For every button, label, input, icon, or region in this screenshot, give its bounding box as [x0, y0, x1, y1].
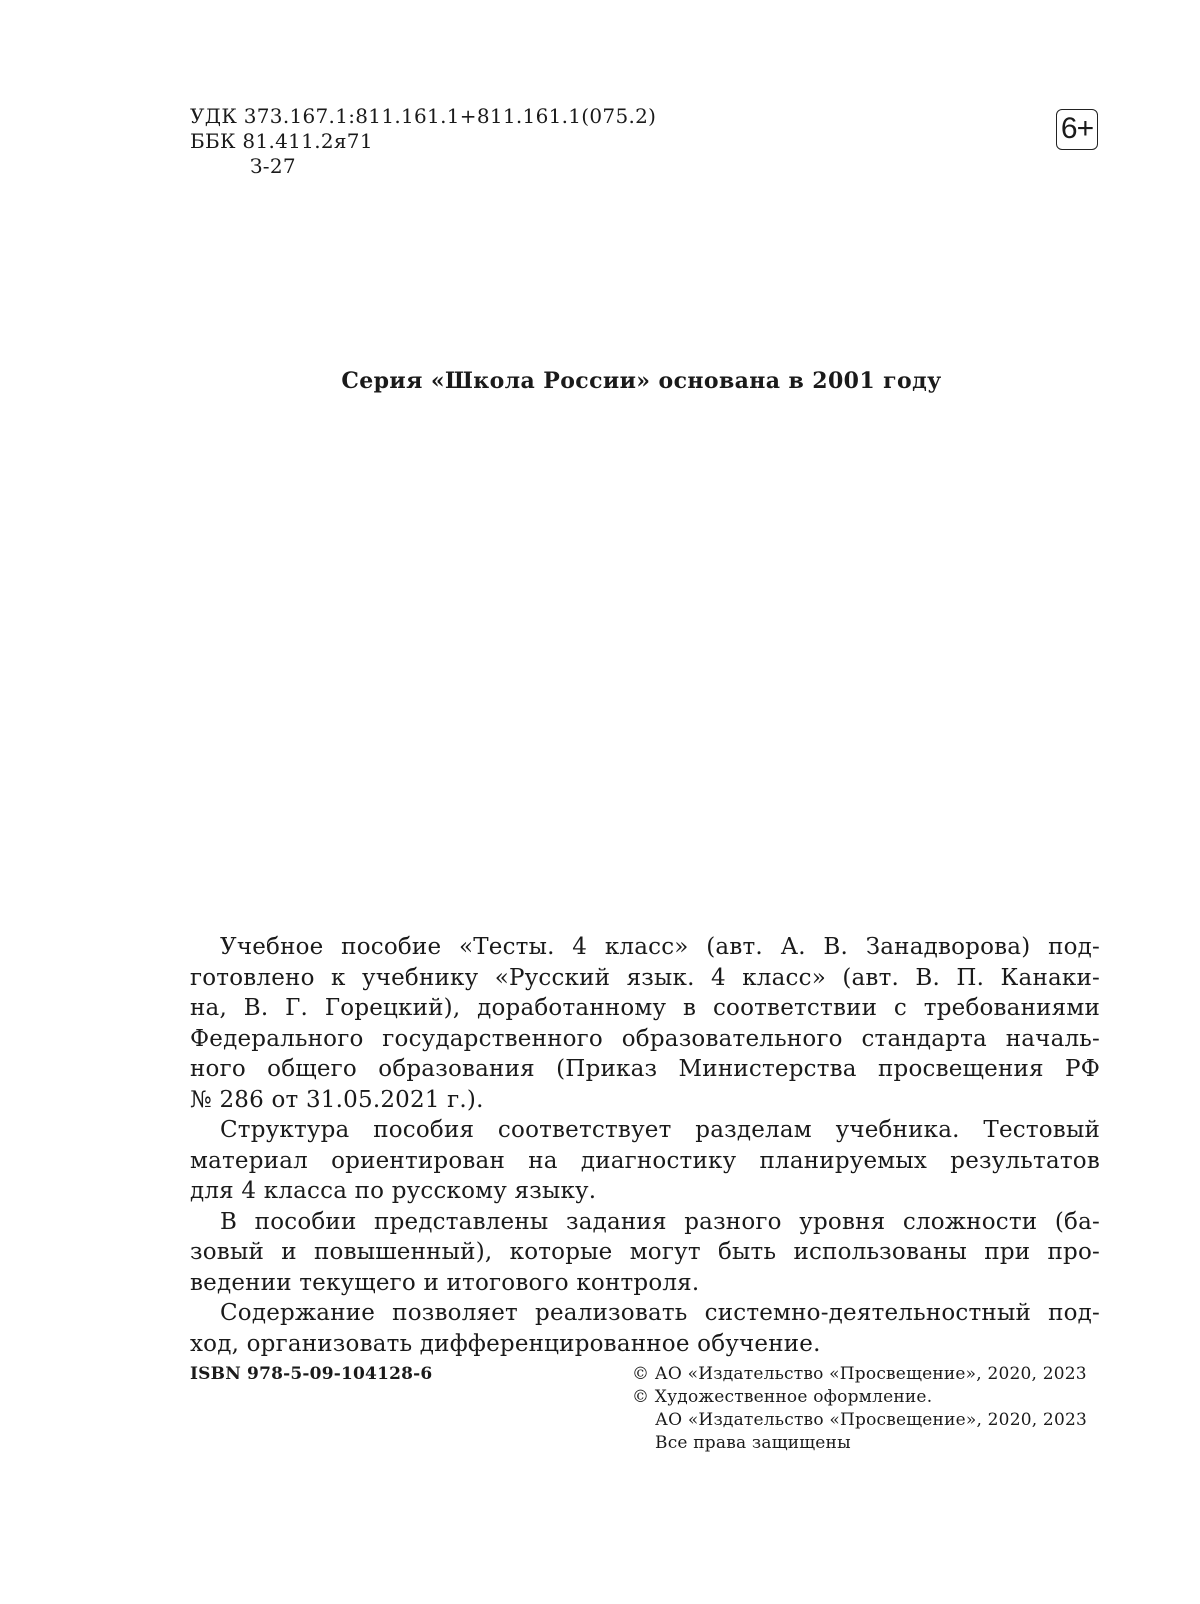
annotation-line: Учебное пособие «Тесты. 4 класс» (авт. А. В. Занадворова) под- [220, 934, 1100, 960]
udk-code: УДК 373.167.1:811.161.1+811.161.1(075.2) [190, 104, 657, 128]
classification-codes [190, 104, 656, 179]
bbk-code: ББК 81.411.2я71 [190, 129, 373, 153]
annotation-line: материал ориентирован на диагностику планируемых результатов [190, 1147, 1100, 1174]
annotation-line: ведении текущего и итогового контроля. [190, 1269, 700, 1296]
series-note: Серия «Школа России» основана в 2001 году [341, 368, 942, 394]
rights-reserved: Все права защищены [655, 1433, 851, 1453]
isbn: ISBN 978-5-09-104128-6 [190, 1364, 433, 1384]
copyright-line: © АО «Издательство «Просвещение», 2020, 2023 [632, 1364, 1087, 1384]
annotation-line: ход, организовать дифференцированное обучение. [190, 1330, 821, 1357]
annotation-line: готовлено к учебнику «Русский язык. 4 класс» (авт. В. П. Канаки- [190, 964, 1100, 991]
age-rating-badge: 6+ [1056, 109, 1098, 150]
copyright-line: АО «Издательство «Просвещение», 2020, 2023 [655, 1410, 1087, 1430]
annotation-line: № 286 от 31.05.2021 г.). [190, 1086, 484, 1113]
annotation-line: ного общего образования (Приказ Министерства просвещения РФ [190, 1056, 1100, 1082]
annotation-line: для 4 класса по русскому языку. [190, 1178, 597, 1204]
annotation-line: зовый и повышенный), которые могут быть использованы при про- [190, 1239, 1100, 1265]
copyright-line: © Художественное оформление. [632, 1387, 933, 1407]
annotation-line: Федерального государственного образовательного стандарта началь- [190, 1025, 1100, 1052]
copyright-block [632, 1363, 1101, 1455]
author-mark: З-27 [250, 154, 296, 178]
annotation-line: Содержание позволяет реализовать системно-деятельностный под- [220, 1300, 1100, 1326]
annotation-line: Структура пособия соответствует разделам учебника. Тестовый [220, 1117, 1100, 1143]
annotation-line: на, В. Г. Горецкий), доработанному в соответствии с требованиями [190, 995, 1100, 1021]
annotation-text [190, 932, 1100, 1359]
annotation-line: В пособии представлены задания разного уровня сложности (ба- [220, 1208, 1100, 1235]
